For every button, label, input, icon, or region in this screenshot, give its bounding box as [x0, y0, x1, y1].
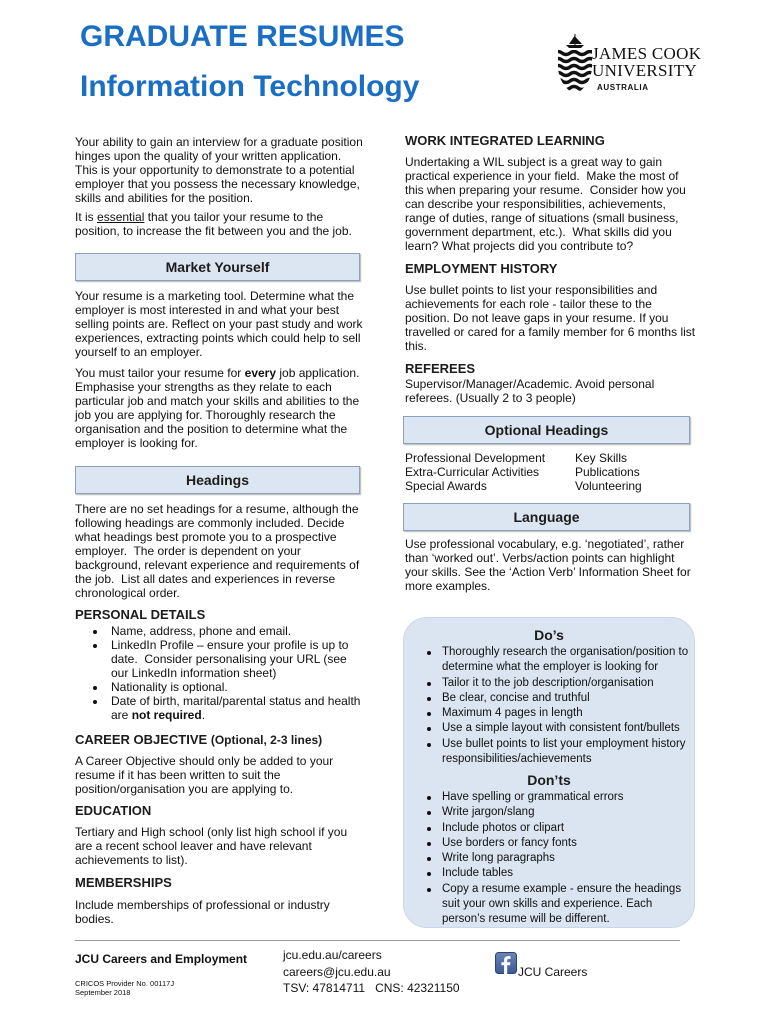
memberships-heading: MEMBERSHIPS [75, 875, 172, 890]
list-item [75, 694, 375, 722]
tailor-text-end: that you tailor your resume to the position, to increase the fit between you and the job. [75, 210, 352, 238]
logo-text-university: UNIVERSITY [592, 61, 697, 80]
career-objective-note: (Optional, 2-3 lines) [210, 733, 323, 747]
market-yourself-box [75, 253, 360, 281]
wil-heading: WORK INTEGRATED LEARNING [405, 133, 605, 148]
dos-donts-panel [403, 617, 695, 928]
tailor-paragraph [75, 210, 375, 238]
list-item [404, 645, 694, 676]
bullet-icon [427, 811, 431, 815]
footer-facebook-label[interactable]: JCU Careers [518, 965, 588, 979]
optional-heading-item: Publications [575, 465, 640, 479]
document-subtitle: Information Technology [80, 70, 420, 103]
dos-heading: Do’s [534, 627, 564, 643]
bullet-icon [427, 888, 431, 892]
list-item-text-end: . [201, 708, 206, 722]
optional-heading-item: Special Awards [405, 479, 487, 493]
list-item [404, 821, 694, 836]
language-title: Language [513, 509, 580, 525]
list-item [404, 706, 694, 721]
list-item [404, 882, 694, 928]
market-paragraph-1: Your resume is a marketing tool. Determine what the employer is most interested in and what your best selling points are. Reflect on your past study and work experiences, extracting points which could help to sell yourself to an employer. [75, 289, 363, 359]
optional-heading-item: Volunteering [575, 479, 642, 493]
tailor-text-start: It is [75, 210, 98, 224]
donts-heading: Don’ts [527, 772, 571, 788]
bullet-icon [427, 842, 431, 846]
list-item-text: Date of birth, marital/parental status and health are [111, 694, 361, 722]
list-item-text: Include photos or clipart [442, 821, 565, 834]
list-item-text: Use borders or fancy fonts [442, 836, 577, 849]
optional-headings-column-1 [405, 451, 545, 493]
list-item [404, 691, 694, 706]
emphasis-essential: essential [97, 210, 145, 224]
headings-box [75, 466, 360, 494]
footer-phone-numbers: TSV: 47814711 CNS: 42321150 [283, 981, 460, 995]
optional-heading-item: Key Skills [575, 451, 628, 465]
list-item-text: Use bullet points to list your employment history responsibilities/achievements [442, 737, 686, 766]
list-item [75, 624, 375, 638]
optional-heading-item: Professional Development [405, 451, 546, 465]
language-paragraph: Use professional vocabulary, e.g. ‘negotiated’, rather than ‘worked out’. Verbs/action points can highlight your skills. See the ‘Action Verb’ Information Sheet for more examples. [405, 537, 691, 593]
bullet-icon [427, 651, 431, 655]
list-item [404, 851, 694, 866]
bullet-icon [93, 686, 97, 690]
intro-paragraph: Your ability to gain an interview for a graduate position hinges upon the quality of your written application. This is your opportunity to demonstrate to a potential employer that you possess the necessary knowledge, skills and abilities for the position. [75, 135, 363, 205]
personal-details-list [75, 624, 375, 722]
language-box [403, 503, 690, 531]
market-p2-end: job application. Emphasise your strengths as they relate to each particular job and match your skills and abilities to the job you are applying for. Thoroughly research the organisation and the position to determine what the employer is looking for. [75, 366, 360, 450]
bullet-icon [427, 712, 431, 716]
emphasis-every: every [244, 366, 277, 380]
bullet-icon [427, 827, 431, 831]
bullet-icon [427, 727, 431, 731]
referees-heading: REFEREES [405, 361, 476, 376]
employment-history-paragraph: Use bullet points to list your responsibilities and achievements for each role - tailor these to the position. Do not leave gaps in your resume. If you travelled or cared for a family member for 6 months list this. [405, 283, 696, 353]
bullet-icon [427, 796, 431, 800]
career-objective-label: CAREER OBJECTIVE [75, 732, 208, 747]
list-item-text: Write jargon/slang [442, 806, 535, 819]
jcu-crest-icon [558, 33, 592, 95]
list-item [404, 866, 694, 881]
memberships-paragraph: Include memberships of professional or industry bodies. [75, 898, 330, 926]
market-paragraph-2 [75, 366, 375, 450]
list-item-text: Nationality is optional. [111, 680, 228, 694]
emphasis-not-required: not required [131, 708, 202, 722]
list-item [404, 737, 694, 768]
education-heading: EDUCATION [75, 803, 152, 818]
footer-divider [75, 940, 680, 941]
list-item [404, 805, 694, 820]
optional-headings-box [403, 416, 690, 444]
referees-paragraph: Supervisor/Manager/Academic. Avoid personal referees. (Usually 2 to 3 people) [405, 377, 655, 405]
personal-details-heading: PERSONAL DETAILS [75, 607, 206, 622]
bullet-icon [93, 644, 97, 648]
footer-cricos: CRICOS Provider No. 00117J [75, 979, 175, 988]
list-item-text: Copy a resume example - ensure the headings suit your own skills and experience. Each person’s resume will be different. [442, 882, 682, 926]
bullet-icon [427, 872, 431, 876]
logo-text-james-cook: JAMES COOK [592, 44, 702, 63]
footer-org-name: JCU Careers and Employment [75, 952, 248, 966]
list-item-text: Name, address, phone and email. [111, 624, 292, 638]
bullet-icon [427, 697, 431, 701]
list-item-text: Write long paragraphs [442, 852, 555, 865]
facebook-icon[interactable] [495, 952, 517, 974]
headings-title: Headings [185, 472, 249, 488]
optional-heading-item: Extra-Curricular Activities [405, 465, 540, 479]
dos-list [404, 645, 694, 767]
bullet-icon [93, 700, 97, 704]
list-item [404, 836, 694, 851]
optional-headings-column-2 [575, 451, 642, 493]
list-item-text: Use a simple layout with consistent font/bullets [442, 722, 680, 735]
market-yourself-title: Market Yourself [165, 259, 270, 275]
list-item [75, 680, 375, 694]
list-item-text: LinkedIn Profile – ensure your profile is up to date. Consider personalising your URL (see our LinkedIn information sheet) [111, 638, 349, 680]
logo-text-australia: AUSTRALIA [597, 83, 649, 92]
list-item-text: Have spelling or grammatical errors [442, 791, 624, 803]
list-item [404, 721, 694, 736]
bullet-icon [93, 630, 97, 634]
donts-list [404, 790, 694, 928]
bullet-icon [427, 857, 431, 861]
list-item [404, 676, 694, 691]
footer-date: September 2018 [75, 988, 131, 997]
list-item-text: Include tables [442, 867, 513, 880]
document-title: GRADUATE RESUMES [80, 20, 405, 53]
optional-headings-title: Optional Headings [484, 422, 609, 438]
education-paragraph: Tertiary and High school (only list high school if you are a recent school leaver and have relevant achievements to list). [75, 825, 348, 867]
footer-website-link[interactable]: jcu.edu.au/careers [283, 948, 382, 962]
list-item-text: Thoroughly research the organisation/position to determine what the employer is looking for [442, 646, 689, 674]
wil-paragraph: Undertaking a WIL subject is a great way to gain practical experience in your field. Make the most of this when preparing your resume. Consider how you can describe your responsibilities, achievements, range of duties, range of situations (small business, government department, etc.). What skills did you learn? What projects did you contribute to? [405, 155, 686, 253]
list-item-text: Maximum 4 pages in length [442, 707, 583, 720]
list-item [75, 638, 375, 680]
market-p2-start: You must tailor your resume for [75, 366, 245, 380]
list-item-text: Be clear, concise and truthful [442, 691, 590, 704]
headings-paragraph: There are no set headings for a resume, although the following headings are commonly included. Decide what headings best promote you to a prospective employer. The order is dependent on your background, relevant experience and requirements of the job. List all dates and experiences in reverse chronological order. [75, 502, 360, 600]
bullet-icon [427, 743, 431, 747]
list-item [404, 790, 694, 805]
jcu-logo [555, 32, 700, 96]
list-item-text: Tailor it to the job description/organisation [442, 676, 654, 689]
footer-email-link[interactable]: careers@jcu.edu.au [283, 965, 391, 979]
bullet-icon [427, 682, 431, 686]
employment-history-heading: EMPLOYMENT HISTORY [405, 261, 558, 276]
career-objective-heading [75, 732, 322, 748]
career-objective-paragraph: A Career Objective should only be added to your resume if it has been written to suit the position/organisation you are applying to. [75, 754, 334, 796]
